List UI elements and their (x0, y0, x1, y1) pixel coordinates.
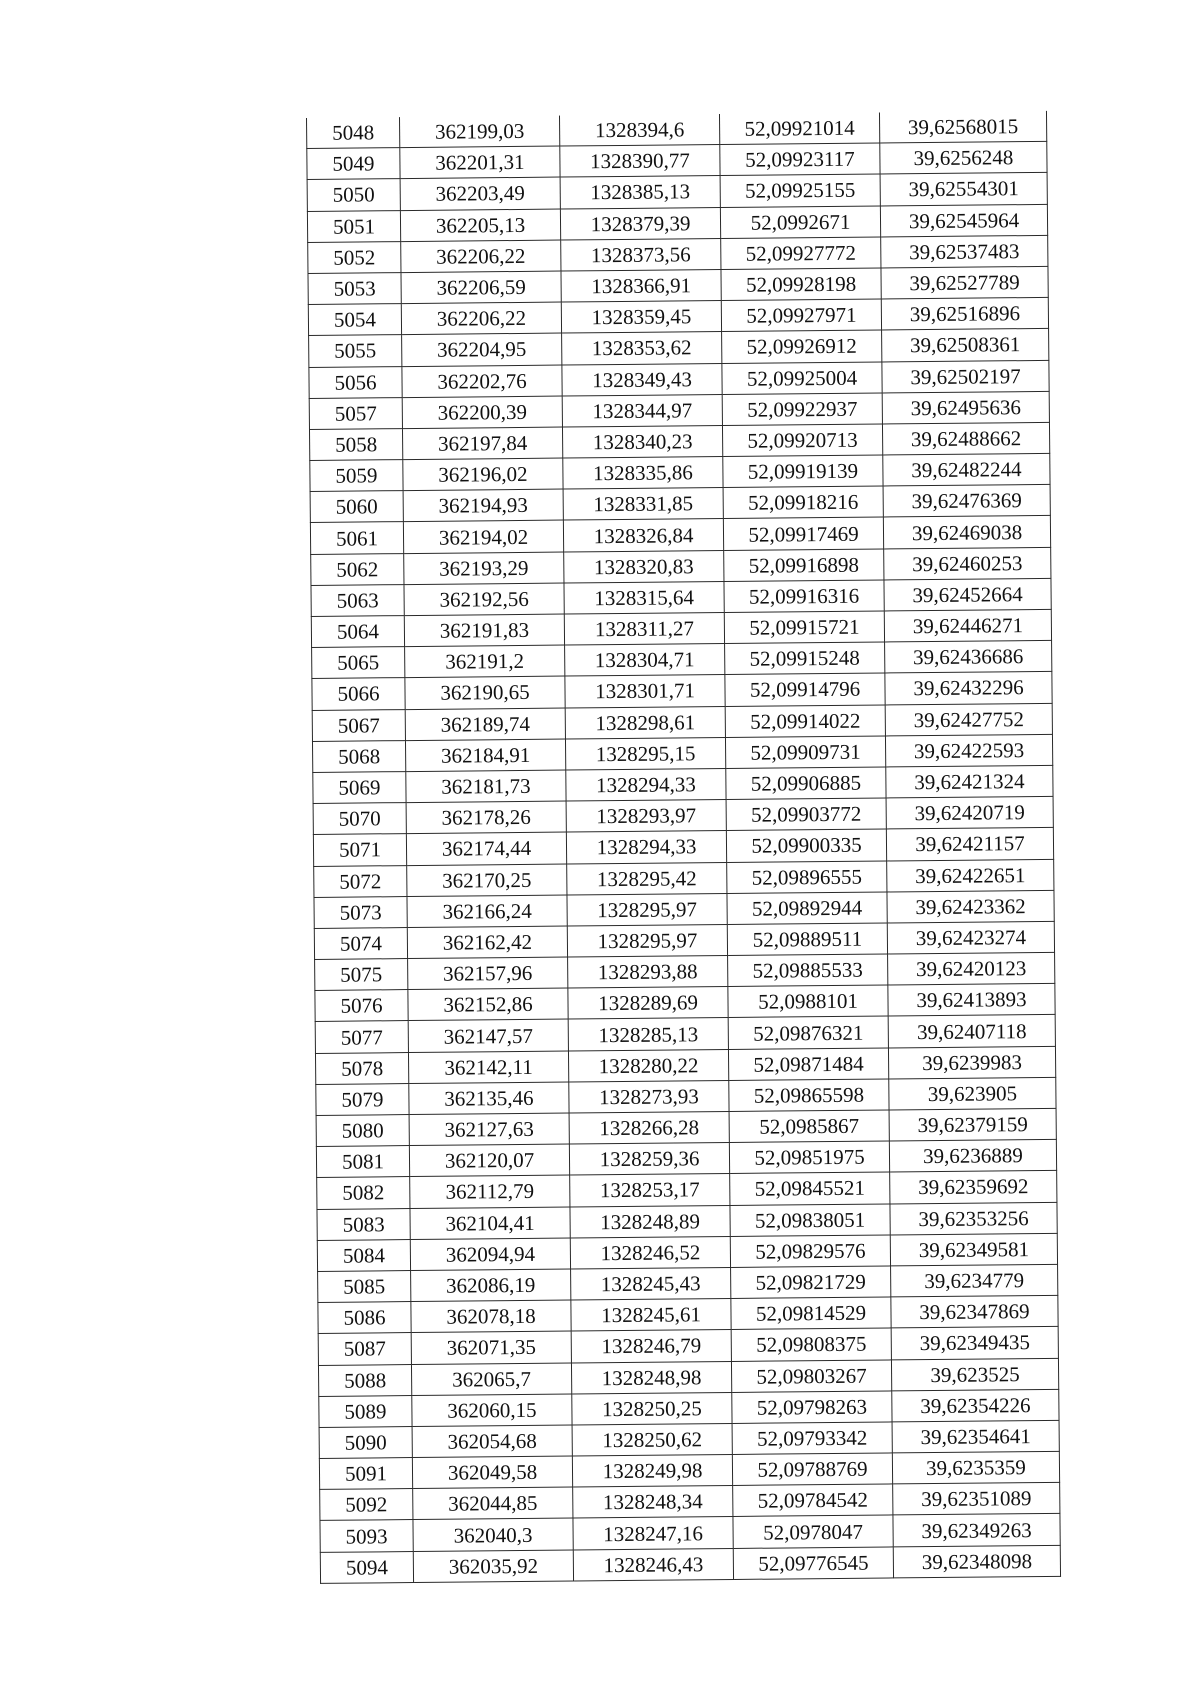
x-coordinate-cell: 362184,91 (405, 739, 565, 772)
latitude-cell: 52,09921014 (719, 112, 879, 144)
longitude-cell: 39,6236889 (889, 1140, 1056, 1173)
longitude-cell: 39,62421157 (886, 828, 1053, 861)
point-number-cell: 5078 (315, 1052, 408, 1084)
x-coordinate-cell: 362060,15 (412, 1394, 572, 1427)
y-coordinate-cell: 1328335,86 (563, 457, 723, 490)
y-coordinate-cell: 1328248,98 (571, 1361, 731, 1394)
latitude-cell: 52,09793342 (732, 1422, 892, 1455)
x-coordinate-cell: 362135,46 (409, 1082, 569, 1115)
x-coordinate-cell: 362191,2 (405, 645, 565, 678)
longitude-cell: 39,6234779 (891, 1264, 1058, 1297)
point-number-cell: 5053 (308, 273, 401, 305)
x-coordinate-cell: 362142,11 (408, 1051, 568, 1084)
point-number-cell: 5079 (316, 1083, 409, 1115)
x-coordinate-cell: 362192,56 (404, 583, 564, 616)
y-coordinate-cell: 1328245,43 (571, 1267, 731, 1300)
point-number-cell: 5060 (310, 491, 403, 523)
longitude-cell: 39,62508361 (882, 329, 1049, 362)
latitude-cell: 52,09871484 (728, 1048, 888, 1081)
latitude-cell: 52,09829576 (730, 1235, 890, 1268)
point-number-cell: 5089 (319, 1395, 412, 1427)
y-coordinate-cell: 1328295,97 (567, 924, 727, 957)
longitude-cell: 39,62452664 (884, 578, 1051, 611)
latitude-cell: 52,09918216 (723, 486, 883, 519)
latitude-cell: 52,09798263 (732, 1391, 892, 1424)
x-coordinate-cell: 362162,42 (407, 926, 567, 959)
x-coordinate-cell: 362170,25 (407, 864, 567, 897)
y-coordinate-cell: 1328248,34 (573, 1486, 733, 1519)
y-coordinate-cell: 1328326,84 (563, 519, 723, 552)
longitude-cell: 39,62495636 (882, 391, 1049, 424)
x-coordinate-cell: 362206,59 (401, 271, 561, 304)
point-number-cell: 5056 (309, 366, 402, 398)
longitude-cell: 39,62422593 (885, 734, 1052, 767)
latitude-cell: 52,09915248 (725, 642, 885, 675)
longitude-cell: 39,62349435 (891, 1327, 1058, 1360)
point-number-cell: 5085 (318, 1270, 411, 1302)
point-number-cell: 5092 (320, 1489, 413, 1521)
latitude-cell: 52,09776545 (733, 1547, 893, 1580)
longitude-cell: 39,623525 (891, 1358, 1058, 1391)
x-coordinate-cell: 362181,73 (406, 770, 566, 803)
x-coordinate-cell: 362205,13 (400, 209, 560, 242)
x-coordinate-cell: 362049,58 (412, 1456, 572, 1489)
x-coordinate-cell: 362201,31 (400, 146, 560, 179)
x-coordinate-cell: 362166,24 (407, 895, 567, 928)
y-coordinate-cell: 1328248,89 (570, 1205, 730, 1238)
x-coordinate-cell: 362147,57 (408, 1019, 568, 1052)
longitude-cell: 39,62436686 (885, 641, 1052, 674)
coordinates-table (306, 111, 1061, 1584)
latitude-cell: 52,09889511 (727, 923, 887, 956)
latitude-cell: 52,09919139 (723, 455, 883, 488)
latitude-cell: 52,09909731 (725, 736, 885, 769)
y-coordinate-cell: 1328379,39 (560, 207, 720, 240)
latitude-cell: 52,09922937 (722, 393, 882, 426)
point-number-cell: 5054 (308, 304, 401, 336)
x-coordinate-cell: 362206,22 (401, 302, 561, 335)
latitude-cell: 52,09923117 (720, 143, 880, 176)
x-coordinate-cell: 362054,68 (412, 1425, 572, 1458)
latitude-cell: 52,09808375 (731, 1328, 891, 1361)
longitude-cell: 39,62537483 (881, 235, 1048, 268)
x-coordinate-cell: 362194,02 (403, 520, 563, 553)
latitude-cell: 52,09927971 (721, 299, 881, 332)
latitude-cell: 52,09916316 (724, 580, 884, 613)
y-coordinate-cell: 1328373,56 (561, 238, 721, 271)
latitude-cell: 52,0988101 (728, 985, 888, 1018)
longitude-cell: 39,62349263 (893, 1514, 1060, 1547)
point-number-cell: 5077 (315, 1021, 408, 1053)
longitude-cell: 39,62423362 (887, 890, 1054, 923)
coordinates-table-body (306, 111, 1060, 1583)
point-number-cell: 5071 (313, 834, 406, 866)
point-number-cell: 5094 (320, 1551, 413, 1583)
point-number-cell: 5068 (312, 740, 405, 772)
x-coordinate-cell: 362197,84 (402, 427, 562, 460)
x-coordinate-cell: 362206,22 (401, 240, 561, 273)
y-coordinate-cell: 1328320,83 (564, 550, 724, 583)
point-number-cell: 5090 (319, 1426, 412, 1458)
x-coordinate-cell: 362204,95 (402, 333, 562, 366)
x-coordinate-cell: 362157,96 (408, 957, 568, 990)
point-number-cell: 5075 (315, 959, 408, 991)
longitude-cell: 39,62359692 (890, 1171, 1057, 1204)
point-number-cell: 5055 (309, 335, 402, 367)
x-coordinate-cell: 362078,18 (411, 1300, 571, 1333)
longitude-cell: 39,62476369 (883, 485, 1050, 518)
y-coordinate-cell: 1328273,93 (569, 1080, 729, 1113)
x-coordinate-cell: 362191,83 (404, 614, 564, 647)
x-coordinate-cell: 362104,41 (410, 1207, 570, 1240)
y-coordinate-cell: 1328304,71 (565, 644, 725, 677)
latitude-cell: 52,09900335 (726, 829, 886, 862)
point-number-cell: 5048 (306, 117, 399, 149)
longitude-cell: 39,62554301 (880, 173, 1047, 206)
longitude-cell: 39,62347869 (891, 1295, 1058, 1328)
y-coordinate-cell: 1328344,97 (562, 394, 722, 427)
longitude-cell: 39,62469038 (883, 516, 1050, 549)
y-coordinate-cell: 1328331,85 (563, 488, 723, 521)
latitude-cell: 52,09821729 (731, 1266, 891, 1299)
table-row (320, 1545, 1060, 1583)
latitude-cell: 52,09903772 (726, 798, 886, 831)
longitude-cell: 39,62420123 (888, 952, 1055, 985)
latitude-cell: 52,09914022 (725, 705, 885, 738)
y-coordinate-cell: 1328295,15 (565, 737, 725, 770)
y-coordinate-cell: 1328247,16 (573, 1517, 733, 1550)
longitude-cell: 39,62351089 (893, 1483, 1060, 1516)
x-coordinate-cell: 362193,29 (404, 552, 564, 585)
point-number-cell: 5052 (308, 241, 401, 273)
y-coordinate-cell: 1328298,61 (565, 706, 725, 739)
point-number-cell: 5050 (307, 179, 400, 211)
y-coordinate-cell: 1328301,71 (565, 675, 725, 708)
y-coordinate-cell: 1328359,45 (561, 301, 721, 334)
longitude-cell: 39,62488662 (882, 422, 1049, 455)
y-coordinate-cell: 1328259,36 (569, 1143, 729, 1176)
point-number-cell: 5070 (313, 803, 406, 835)
longitude-cell: 39,62354226 (892, 1389, 1059, 1422)
point-number-cell: 5051 (307, 210, 400, 242)
y-coordinate-cell: 1328253,17 (570, 1174, 730, 1207)
y-coordinate-cell: 1328340,23 (562, 425, 722, 458)
longitude-cell: 39,62516896 (881, 298, 1048, 331)
longitude-cell: 39,6239983 (888, 1046, 1055, 1079)
point-number-cell: 5080 (316, 1115, 409, 1147)
longitude-cell: 39,62527789 (881, 266, 1048, 299)
y-coordinate-cell: 1328366,91 (561, 269, 721, 302)
point-number-cell: 5067 (312, 709, 405, 741)
latitude-cell: 52,09865598 (729, 1079, 889, 1112)
point-number-cell: 5093 (320, 1520, 413, 1552)
y-coordinate-cell: 1328250,25 (572, 1392, 732, 1425)
x-coordinate-cell: 362120,07 (409, 1144, 569, 1177)
longitude-cell: 39,62348098 (893, 1545, 1060, 1578)
longitude-cell: 39,62432296 (885, 672, 1052, 705)
y-coordinate-cell: 1328385,13 (560, 176, 720, 209)
latitude-cell: 52,09845521 (730, 1172, 890, 1205)
point-number-cell: 5088 (318, 1364, 411, 1396)
point-number-cell: 5084 (317, 1239, 410, 1271)
latitude-cell: 52,09925004 (722, 361, 882, 394)
longitude-cell: 39,62545964 (880, 204, 1047, 237)
longitude-cell: 39,62379159 (889, 1108, 1056, 1141)
latitude-cell: 52,09851975 (729, 1141, 889, 1174)
latitude-cell: 52,09892944 (727, 892, 887, 925)
latitude-cell: 52,09915721 (724, 611, 884, 644)
y-coordinate-cell: 1328249,98 (572, 1455, 732, 1488)
latitude-cell: 52,09906885 (726, 767, 886, 800)
y-coordinate-cell: 1328349,43 (562, 363, 722, 396)
x-coordinate-cell: 362044,85 (413, 1487, 573, 1520)
latitude-cell: 52,09914796 (725, 673, 885, 706)
longitude-cell: 39,6256248 (880, 142, 1047, 175)
latitude-cell: 52,09916898 (724, 549, 884, 582)
y-coordinate-cell: 1328294,33 (566, 831, 726, 864)
y-coordinate-cell: 1328315,64 (564, 581, 724, 614)
x-coordinate-cell: 362194,93 (403, 489, 563, 522)
longitude-cell: 39,62407118 (888, 1015, 1055, 1048)
latitude-cell: 52,09784542 (733, 1484, 893, 1517)
y-coordinate-cell: 1328285,13 (568, 1018, 728, 1051)
point-number-cell: 5065 (312, 647, 405, 679)
y-coordinate-cell: 1328293,97 (566, 800, 726, 833)
longitude-cell: 39,62353256 (890, 1202, 1057, 1235)
latitude-cell: 52,09927772 (721, 237, 881, 270)
point-number-cell: 5049 (307, 148, 400, 180)
point-number-cell: 5072 (314, 865, 407, 897)
point-number-cell: 5059 (310, 460, 403, 492)
point-number-cell: 5074 (314, 927, 407, 959)
y-coordinate-cell: 1328295,97 (567, 893, 727, 926)
x-coordinate-cell: 362127,63 (409, 1113, 569, 1146)
point-number-cell: 5062 (311, 553, 404, 585)
x-coordinate-cell: 362178,26 (406, 801, 566, 834)
x-coordinate-cell: 362152,86 (408, 988, 568, 1021)
longitude-cell: 39,62349581 (890, 1233, 1057, 1266)
y-coordinate-cell: 1328266,28 (569, 1111, 729, 1144)
point-number-cell: 5081 (316, 1146, 409, 1178)
longitude-cell: 39,62421324 (886, 765, 1053, 798)
latitude-cell: 52,09896555 (727, 860, 887, 893)
y-coordinate-cell: 1328289,69 (568, 987, 728, 1020)
x-coordinate-cell: 362202,76 (402, 365, 562, 398)
latitude-cell: 52,0978047 (733, 1515, 893, 1548)
longitude-cell: 39,62460253 (884, 547, 1051, 580)
y-coordinate-cell: 1328353,62 (562, 332, 722, 365)
longitude-cell: 39,62482244 (883, 453, 1050, 486)
point-number-cell: 5058 (309, 428, 402, 460)
point-number-cell: 5069 (313, 772, 406, 804)
latitude-cell: 52,09814529 (731, 1297, 891, 1330)
point-number-cell: 5064 (311, 616, 404, 648)
point-number-cell: 5087 (318, 1333, 411, 1365)
x-coordinate-cell: 362112,79 (410, 1175, 570, 1208)
latitude-cell: 52,09788769 (732, 1453, 892, 1486)
y-coordinate-cell: 1328394,6 (559, 114, 719, 146)
x-coordinate-cell: 362199,03 (399, 116, 559, 148)
longitude-cell: 39,62568015 (879, 111, 1046, 143)
longitude-cell: 39,62413893 (888, 984, 1055, 1017)
x-coordinate-cell: 362174,44 (406, 832, 566, 865)
y-coordinate-cell: 1328295,42 (567, 862, 727, 895)
x-coordinate-cell: 362065,7 (411, 1363, 571, 1396)
longitude-cell: 39,62427752 (885, 703, 1052, 736)
latitude-cell: 52,09838051 (730, 1204, 890, 1237)
x-coordinate-cell: 362040,3 (413, 1518, 573, 1551)
point-number-cell: 5057 (309, 397, 402, 429)
x-coordinate-cell: 362035,92 (413, 1550, 573, 1583)
x-coordinate-cell: 362203,49 (400, 177, 560, 210)
point-number-cell: 5061 (310, 522, 403, 554)
y-coordinate-cell: 1328250,62 (572, 1423, 732, 1456)
latitude-cell: 52,0992671 (720, 206, 880, 239)
longitude-cell: 39,62354641 (892, 1420, 1059, 1453)
point-number-cell: 5082 (317, 1177, 410, 1209)
x-coordinate-cell: 362071,35 (411, 1331, 571, 1364)
y-coordinate-cell: 1328246,52 (570, 1236, 730, 1269)
y-coordinate-cell: 1328280,22 (568, 1049, 728, 1082)
y-coordinate-cell: 1328294,33 (566, 768, 726, 801)
point-number-cell: 5083 (317, 1208, 410, 1240)
x-coordinate-cell: 362200,39 (402, 396, 562, 429)
point-number-cell: 5073 (314, 896, 407, 928)
longitude-cell: 39,6235359 (892, 1451, 1059, 1484)
x-coordinate-cell: 362190,65 (405, 676, 565, 709)
x-coordinate-cell: 362196,02 (403, 458, 563, 491)
point-number-cell: 5063 (311, 584, 404, 616)
latitude-cell: 52,0985867 (729, 1110, 889, 1143)
y-coordinate-cell: 1328390,77 (560, 145, 720, 178)
longitude-cell: 39,62446271 (884, 609, 1051, 642)
longitude-cell: 39,623905 (889, 1077, 1056, 1110)
longitude-cell: 39,62423274 (887, 921, 1054, 954)
y-coordinate-cell: 1328311,27 (564, 613, 724, 646)
latitude-cell: 52,09917469 (723, 517, 883, 550)
latitude-cell: 52,09885533 (728, 954, 888, 987)
latitude-cell: 52,09876321 (728, 1016, 888, 1049)
x-coordinate-cell: 362094,94 (410, 1238, 570, 1271)
latitude-cell: 52,09925155 (720, 174, 880, 207)
x-coordinate-cell: 362086,19 (411, 1269, 571, 1302)
latitude-cell: 52,09920713 (722, 424, 882, 457)
x-coordinate-cell: 362189,74 (405, 708, 565, 741)
y-coordinate-cell: 1328245,61 (571, 1299, 731, 1332)
latitude-cell: 52,09803267 (731, 1359, 891, 1392)
y-coordinate-cell: 1328246,79 (571, 1330, 731, 1363)
longitude-cell: 39,62422651 (887, 859, 1054, 892)
point-number-cell: 5076 (315, 990, 408, 1022)
y-coordinate-cell: 1328293,88 (568, 956, 728, 989)
latitude-cell: 52,09926912 (722, 330, 882, 363)
longitude-cell: 39,62420719 (886, 796, 1053, 829)
point-number-cell: 5091 (319, 1458, 412, 1490)
point-number-cell: 5066 (312, 678, 405, 710)
y-coordinate-cell: 1328246,43 (573, 1548, 733, 1581)
point-number-cell: 5086 (318, 1302, 411, 1334)
latitude-cell: 52,09928198 (721, 268, 881, 301)
longitude-cell: 39,62502197 (882, 360, 1049, 393)
